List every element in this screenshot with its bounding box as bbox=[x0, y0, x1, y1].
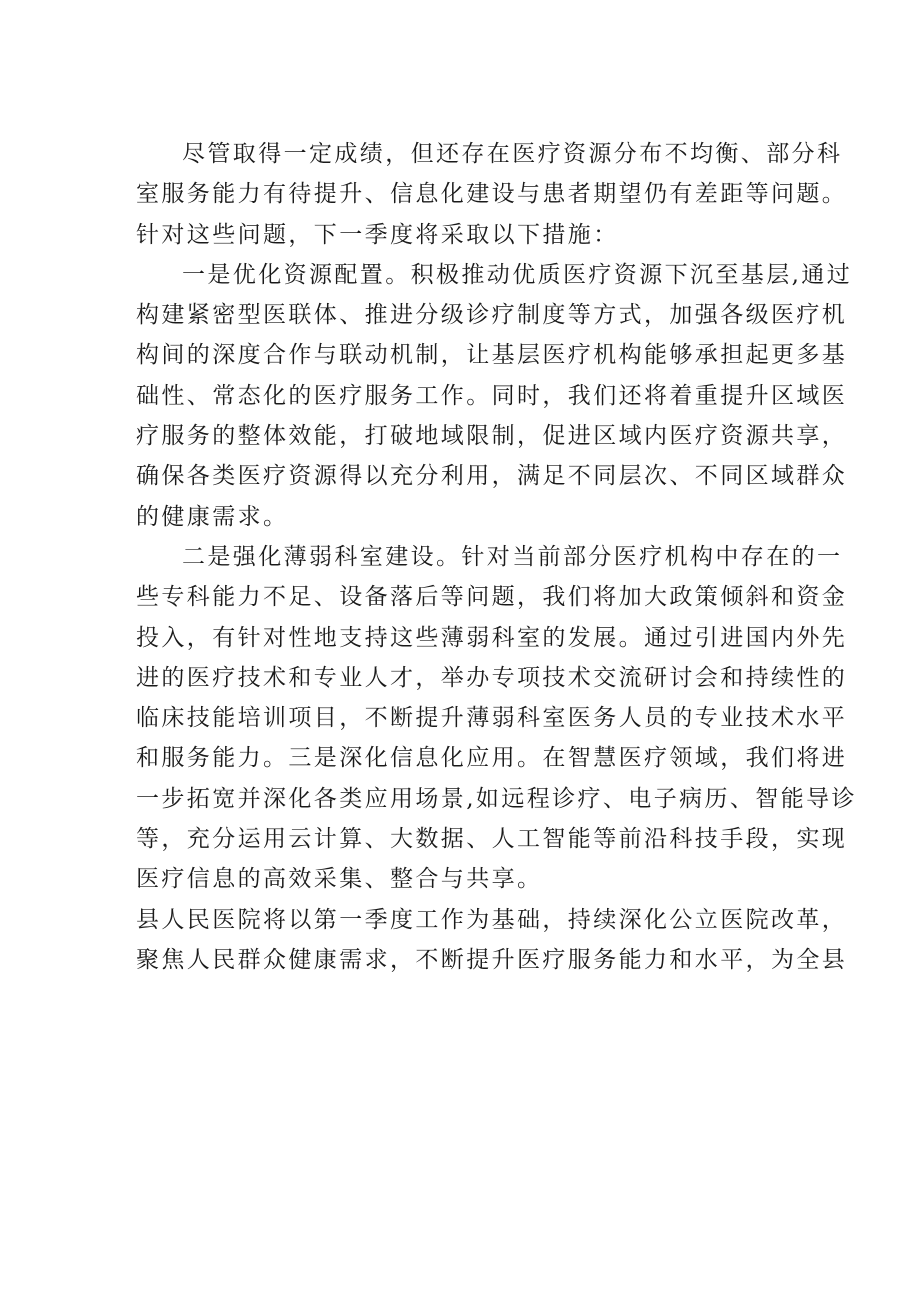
text-line: 等，充分运用云计算、大数据、人工智能等前沿科技手段，实现 bbox=[136, 826, 848, 853]
text-line: 投入，有针对性地支持这些薄弱科室的发展。通过引进国内外先 bbox=[136, 624, 848, 651]
text-line: 和服务能力。三是深化信息化应用。在智慧医疗领域，我们将进 bbox=[136, 745, 848, 772]
text-line: 医疗信息的高效采集、整合与共享。 bbox=[136, 866, 543, 893]
text-line: 础性、常态化的医疗服务工作。同时，我们还将着重提升区域医 bbox=[136, 382, 848, 409]
text-line: 进的医疗技术和专业人才，举办专项技术交流研讨会和持续性的 bbox=[136, 664, 848, 691]
text-line: 室服务能力有待提升、信息化建设与患者期望仍有差距等问题。 bbox=[136, 181, 848, 208]
text-line: 疗服务的整体效能，打破地域限制，促进区域内医疗资源共享， bbox=[136, 423, 848, 450]
text-line: 一是优化资源配置。积极推动优质医疗资源下沉至基层,通过 bbox=[182, 261, 853, 288]
text-line: 些专科能力不足、设备落后等问题，我们将加大政策倾斜和资金 bbox=[136, 584, 848, 611]
text-line: 县人民医院将以第一季度工作为基础，持续深化公立医院改革， bbox=[136, 906, 848, 933]
text-line: 构间的深度合作与联动机制，让基层医疗机构能够承担起更多基 bbox=[136, 342, 848, 369]
text-line: 临床技能培训项目，不断提升薄弱科室医务人员的专业技术水平 bbox=[136, 705, 848, 732]
text-line: 一步拓宽并深化各类应用场景,如远程诊疗、电子病历、智能导诊 bbox=[136, 785, 857, 812]
text-line: 构建紧密型医联体、推进分级诊疗制度等方式，加强各级医疗机 bbox=[136, 302, 848, 329]
text-line: 针对这些问题，下一季度将采取以下措施： bbox=[136, 221, 619, 248]
text-line: 聚焦人民群众健康需求，不断提升医疗服务能力和水平，为全县 bbox=[136, 946, 848, 973]
text-line: 的健康需求。 bbox=[136, 503, 289, 530]
body-text bbox=[136, 134, 857, 980]
text-line: 确保各类医疗资源得以充分利用，满足不同层次、不同区域群众 bbox=[136, 463, 848, 490]
text-line: 尽管取得一定成绩，但还存在医疗资源分布不均衡、部分科 bbox=[182, 141, 843, 167]
text-line: 二是强化薄弱科室建设。针对当前部分医疗机构中存在的一 bbox=[182, 543, 843, 570]
